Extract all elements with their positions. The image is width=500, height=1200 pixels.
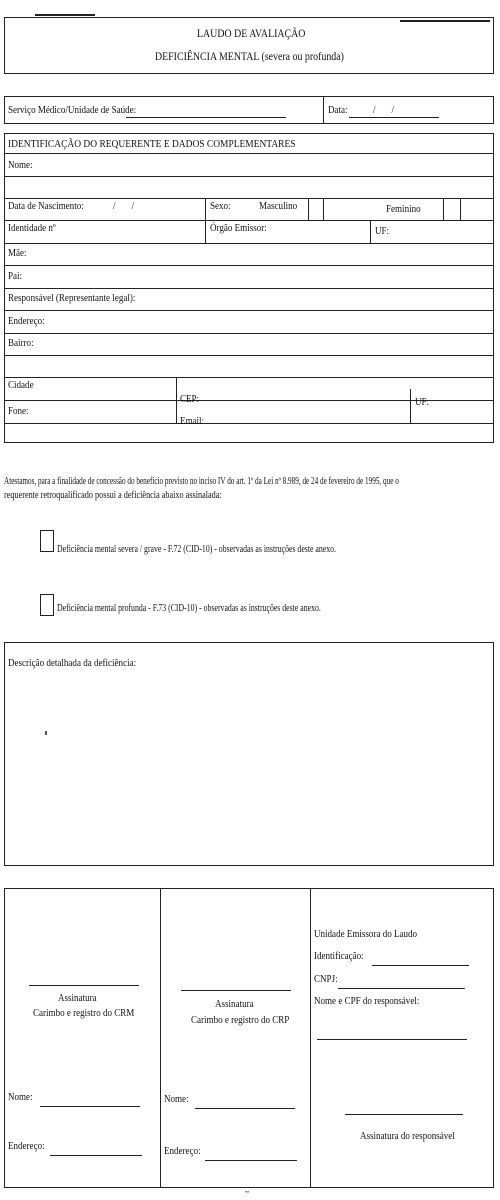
cidade-field[interactable]: Cidade: [8, 380, 34, 391]
crp-signature-line[interactable]: [181, 990, 291, 991]
assinatura-responsavel: Assinatura do responsável: [360, 1131, 455, 1142]
col-divider: [176, 377, 177, 423]
title-line-1: LAUDO DE AVALIAÇÃO: [197, 28, 306, 40]
col-divider: [160, 889, 161, 1187]
title-line-2: DEFICIÊNCIA MENTAL (severa ou profunda): [155, 51, 344, 63]
cep-field[interactable]: CEP:: [180, 394, 200, 405]
mae-field[interactable]: Mãe:: [8, 248, 27, 259]
unidade-title: Unidade Emissora do Laudo: [314, 929, 418, 940]
crp-endereco-label: Endereço:: [164, 1146, 201, 1157]
description-label: Descrição detalhada da deficiência:: [8, 658, 137, 669]
row-line: [5, 377, 493, 378]
servico-field[interactable]: [126, 117, 286, 118]
scan-speck: [45, 731, 47, 735]
crm-endereco-field[interactable]: [50, 1155, 142, 1156]
col-divider: [460, 198, 461, 220]
orgao-emissor-field[interactable]: Órgão Emissor:: [210, 223, 267, 234]
nome-cpf-label: Nome e CPF do responsável:: [314, 996, 420, 1007]
crp-nome-label: Nome:: [164, 1094, 189, 1105]
crp-assinatura: Assinatura: [215, 999, 254, 1010]
row-line: [5, 355, 493, 356]
attestation-line-1: Atestamos, para a finalidade de concessão do benefício previsto no inciso IV do art. 1º da Lei nº 8.989, de 24 de fevereiro de 1995, que o: [4, 476, 399, 487]
col-divider: [323, 198, 324, 220]
responsavel-signature-line[interactable]: [345, 1114, 463, 1115]
row-line: [5, 153, 493, 154]
crm-nome-field[interactable]: [40, 1106, 140, 1107]
option-severa-checkbox[interactable]: [40, 530, 54, 552]
option-profunda-label: Deficiência mental profunda - F.73 (CID-10) - observadas as instruções deste anexo.: [57, 603, 321, 614]
responsavel-field[interactable]: Responsável (Representante legal):: [8, 293, 136, 304]
col-divider: [205, 198, 206, 220]
row-line: [5, 220, 493, 221]
data-label: Data:: [328, 105, 348, 116]
crm-carimbo: Carimbo e registro do CRM: [33, 1008, 135, 1019]
row-line: [5, 333, 493, 334]
crm-endereco-label: Endereço:: [8, 1141, 45, 1152]
header-box: [4, 17, 494, 74]
birth-date-field[interactable]: Data de Nascimento:: [8, 201, 84, 212]
col-divider: [443, 198, 444, 220]
bairro-field[interactable]: Bairro:: [8, 338, 34, 349]
footer-mark: ~: [245, 1187, 250, 1197]
birth-slashes: / /: [113, 201, 135, 212]
attestation-line-2: requerente retroqualificado possui a deficiência abaixo assinalada:: [4, 490, 222, 501]
sexo-label: Sexo:: [210, 201, 231, 212]
uf-field-2[interactable]: UF:: [415, 397, 430, 408]
identification-table: [4, 133, 494, 443]
crp-carimbo: Carimbo e registro do CRP: [191, 1015, 290, 1026]
nome-cpf-field[interactable]: [317, 1039, 467, 1040]
row-line: [5, 310, 493, 311]
top-scan-line: [35, 14, 95, 16]
date-field[interactable]: [349, 117, 439, 118]
description-box[interactable]: [4, 642, 494, 866]
servico-label: Serviço Médico/Unidade de Saúde:: [8, 105, 137, 116]
signature-table: [4, 888, 494, 1188]
date-slashes: / /: [373, 105, 395, 116]
uf-field-1[interactable]: UF:: [375, 226, 390, 237]
crp-nome-field[interactable]: [195, 1108, 295, 1109]
col-divider: [308, 198, 309, 220]
service-divider: [323, 97, 324, 123]
cnpj-label: CNPJ:: [314, 974, 338, 985]
row-line: [5, 176, 493, 177]
row-line: [5, 198, 493, 199]
fone-field[interactable]: Fone:: [8, 406, 29, 417]
feminino-option[interactable]: Feminino: [386, 204, 421, 215]
crm-assinatura: Assinatura: [58, 993, 97, 1004]
masculino-option[interactable]: Masculino: [259, 201, 298, 212]
row-line: [5, 423, 493, 424]
identificacao-label: Identificação:: [314, 951, 364, 962]
identificacao-field[interactable]: [372, 965, 469, 966]
col-divider: [410, 389, 411, 423]
email-field[interactable]: Email:: [180, 416, 205, 427]
option-profunda-checkbox[interactable]: [40, 594, 54, 616]
crm-nome-label: Nome:: [8, 1092, 33, 1103]
col-divider: [370, 220, 371, 243]
pai-field[interactable]: Pai:: [8, 271, 23, 282]
row-line: [5, 288, 493, 289]
nome-field[interactable]: Nome:: [8, 160, 33, 171]
col-divider: [310, 889, 311, 1187]
crm-signature-line[interactable]: [29, 985, 139, 986]
col-divider: [205, 220, 206, 243]
crp-endereco-field[interactable]: [205, 1160, 297, 1161]
cnpj-field[interactable]: [338, 988, 465, 989]
row-line: [5, 265, 493, 266]
endereco-field[interactable]: Endereço:: [8, 316, 45, 327]
row-line: [5, 243, 493, 244]
identidade-field[interactable]: Identidade nº: [8, 223, 56, 234]
option-severa-label: Deficiência mental severa / grave - F.72 (CID-10) - observadas as instruções deste anexo.: [57, 544, 336, 555]
section-title: IDENTIFICAÇÃO DO REQUERENTE E DADOS COMPLEMENTARES: [8, 138, 296, 150]
service-row: [4, 96, 494, 124]
